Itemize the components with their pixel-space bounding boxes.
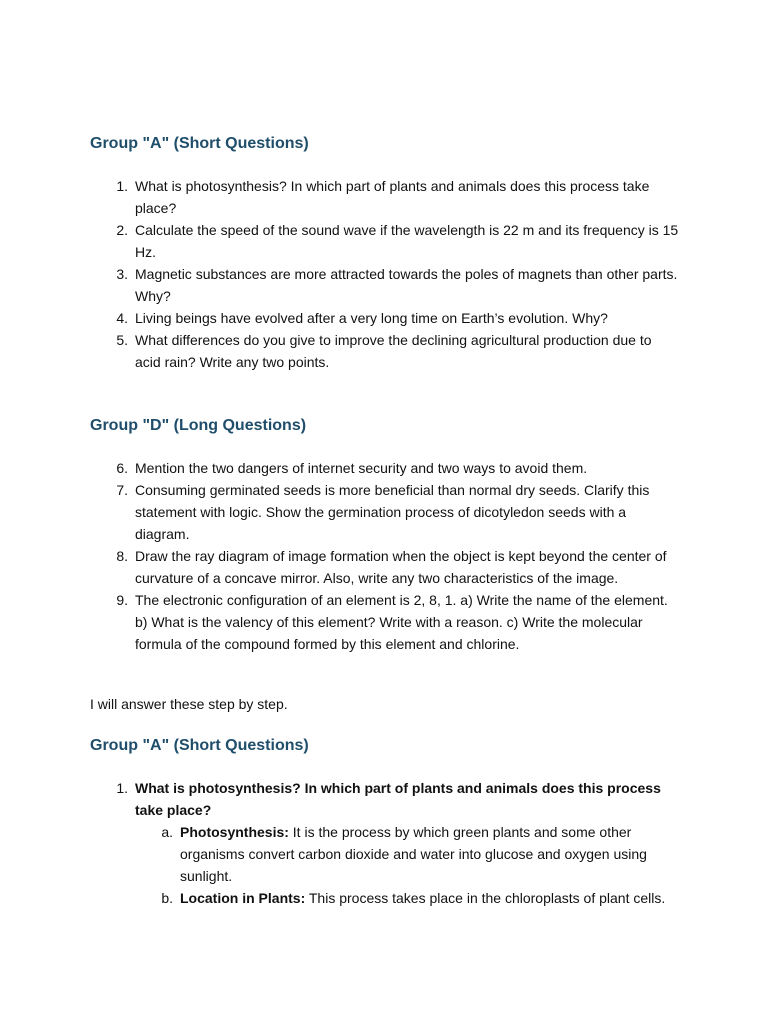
list-number: 7. <box>116 482 128 498</box>
list-number: 3. <box>116 266 128 282</box>
section-d-heading: Group "D" (Long Questions) <box>90 417 307 434</box>
list-number: 1. <box>116 780 128 796</box>
answer-point <box>180 821 670 887</box>
list-number: a. <box>161 824 173 840</box>
list-item <box>0 219 768 263</box>
list-number: 5. <box>116 332 128 348</box>
section-d-question-list <box>0 457 768 655</box>
answer-point-label: Location in Plants: <box>180 890 306 906</box>
answer-point-text: It is the process by which green plants and some other organisms convert carbon dioxide and water into glucose and oxygen using sunlight. <box>180 824 647 884</box>
list-item <box>0 175 768 219</box>
list-item <box>0 479 768 545</box>
intro-line: I will answer these step by step. <box>90 696 288 712</box>
question-text: Magnetic substances are more attracted towards the poles of magnets than other parts. Why? <box>135 266 678 304</box>
question-text: Draw the ray diagram of image formation when the object is kept beyond the center of curvature of a concave mirror. Also, write any two characteristics of the image. <box>135 548 667 586</box>
question-text: What is photosynthesis? In which part of plants and animals does this process take place? <box>135 178 650 216</box>
question-text: Consuming germinated seeds is more beneficial than normal dry seeds. Clarify this statement with logic. Show the germination process of dicotyledon seeds with a diagram. <box>135 482 650 542</box>
section-a-question-list <box>0 175 768 373</box>
list-item <box>0 329 768 373</box>
answer-point-text: This process takes place in the chloroplasts of plant cells. <box>305 890 666 906</box>
list-number: 1. <box>116 178 128 194</box>
list-number: 8. <box>116 548 128 564</box>
list-item <box>0 589 768 655</box>
question-text: Mention the two dangers of internet security and two ways to avoid them. <box>135 460 588 476</box>
list-item <box>0 263 768 307</box>
list-number: 9. <box>116 592 128 608</box>
list-number: 2. <box>116 222 128 238</box>
list-number: b. <box>161 890 173 906</box>
list-item <box>0 887 768 909</box>
question-text: Living beings have evolved after a very long time on Earth’s evolution. Why? <box>135 310 608 326</box>
question-text: Calculate the speed of the sound wave if the wavelength is 22 m and its frequency is 15 Hz. <box>135 222 679 260</box>
list-item <box>0 777 768 821</box>
answer-question <box>135 777 680 821</box>
question-text: What differences do you give to improve the declining agricultural production due to acid rain? Write any two points. <box>135 332 652 370</box>
list-number: 4. <box>116 310 128 326</box>
question-text: The electronic configuration of an element is 2, 8, 1. a) Write the name of the element. b) What is the valency of this element? Write with a reason. c) Write the molecular formula of the compound formed by this element and chlorine. <box>135 592 668 652</box>
answer-point-label: Photosynthesis: <box>180 824 289 840</box>
list-item <box>0 307 768 329</box>
list-number: 6. <box>116 460 128 476</box>
list-item <box>0 457 768 479</box>
section-a-heading: Group "A" (Short Questions) <box>90 135 309 152</box>
list-item <box>0 821 768 887</box>
answer-point <box>180 887 670 909</box>
answer-question-text: What is photosynthesis? In which part of plants and animals does this process take place? <box>135 780 661 818</box>
list-item <box>0 545 768 589</box>
answers-a-heading: Group "A" (Short Questions) <box>90 737 309 754</box>
answers-a-list <box>0 777 768 909</box>
